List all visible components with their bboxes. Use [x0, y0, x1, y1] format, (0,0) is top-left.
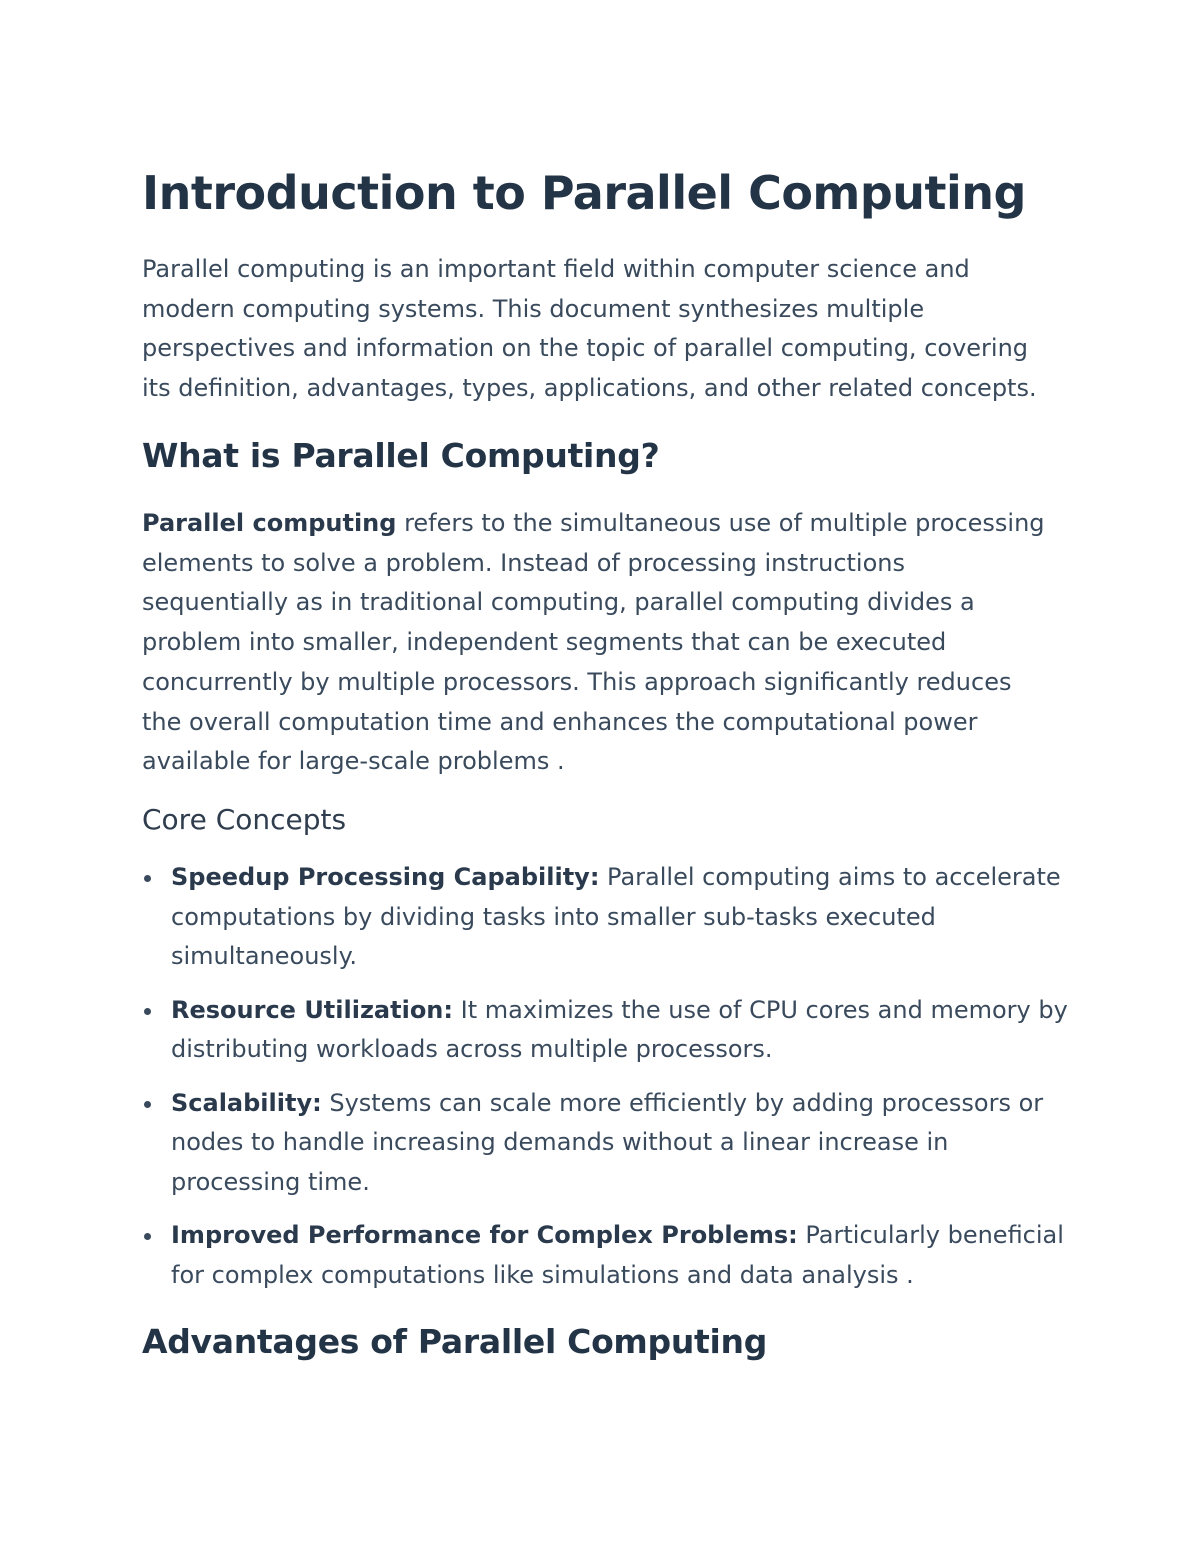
list-item-line — [171, 858, 1082, 898]
list-item-term: Resource Utilization: — [171, 995, 453, 1024]
list-item-text: Parallel computing aims to accelerate — [599, 863, 1061, 891]
list-item-line: computations by dividing tasks into smaller sub-tasks executed — [171, 902, 936, 931]
list-item-line: for complex computations like simulations and data analysis . — [171, 1260, 914, 1289]
definition-line: problem into smaller, independent segments that can be executed — [142, 628, 947, 657]
definition-line — [142, 504, 1062, 544]
section-heading-advantages: Advantages of Parallel Computing — [142, 1322, 768, 1361]
list-item — [142, 991, 1082, 1070]
list-item-line: simultaneously. — [171, 942, 357, 971]
list-item-text: It maximizes the use of CPU cores and memory by — [453, 995, 1068, 1024]
list-item-line: distributing workloads across multiple processors. — [171, 1035, 773, 1064]
core-concepts-list — [142, 858, 1082, 1309]
bullet-icon — [144, 1008, 151, 1015]
list-item-text: Particularly beneficial — [797, 1221, 1064, 1250]
definition-line: elements to solve a problem. Instead of processing instructions — [142, 548, 905, 577]
list-item-line: processing time. — [171, 1167, 370, 1196]
intro-line: modern computing systems. This document synthesizes multiple — [142, 294, 925, 323]
intro-line: perspectives and information on the topic of parallel computing, covering — [142, 334, 1029, 363]
list-item-term: Scalability: — [171, 1088, 322, 1117]
definition-line: sequentially as in traditional computing, parallel computing divides a — [142, 588, 975, 617]
intro-line: Parallel computing is an important field within computer science and — [142, 255, 970, 283]
list-item-text: Systems can scale more efficiently by adding processors or — [321, 1088, 1044, 1117]
list-item-line — [171, 1216, 1082, 1256]
definition-text: refers to the simultaneous use of multiple processing — [396, 509, 1045, 537]
bullet-icon — [144, 1233, 151, 1240]
list-item-line — [171, 991, 1082, 1031]
definition-paragraph — [142, 504, 1062, 782]
definition-term: Parallel computing — [142, 509, 397, 537]
intro-paragraph — [142, 250, 1062, 409]
definition-line: available for large-scale problems . — [142, 747, 565, 776]
list-item-line: nodes to handle increasing demands without a linear increase in — [171, 1128, 949, 1157]
subheading-core-concepts: Core Concepts — [142, 803, 347, 836]
page-title: Introduction to Parallel Computing — [142, 166, 1026, 220]
bullet-icon — [144, 1101, 151, 1108]
list-item — [142, 1216, 1082, 1295]
list-item-term: Improved Performance for Complex Problems: — [171, 1221, 798, 1250]
list-item — [142, 1084, 1082, 1203]
bullet-icon — [144, 875, 151, 882]
section-heading-what-is: What is Parallel Computing? — [142, 436, 660, 475]
definition-line: concurrently by multiple processors. This approach significantly reduces — [142, 667, 1012, 696]
intro-line: its definition, advantages, types, applications, and other related concepts. — [142, 374, 1037, 403]
list-item-term: Speedup Processing Capability: — [171, 863, 600, 891]
list-item-line — [171, 1084, 1082, 1124]
list-item — [142, 858, 1082, 977]
definition-line: the overall computation time and enhances the computational power — [142, 707, 978, 736]
